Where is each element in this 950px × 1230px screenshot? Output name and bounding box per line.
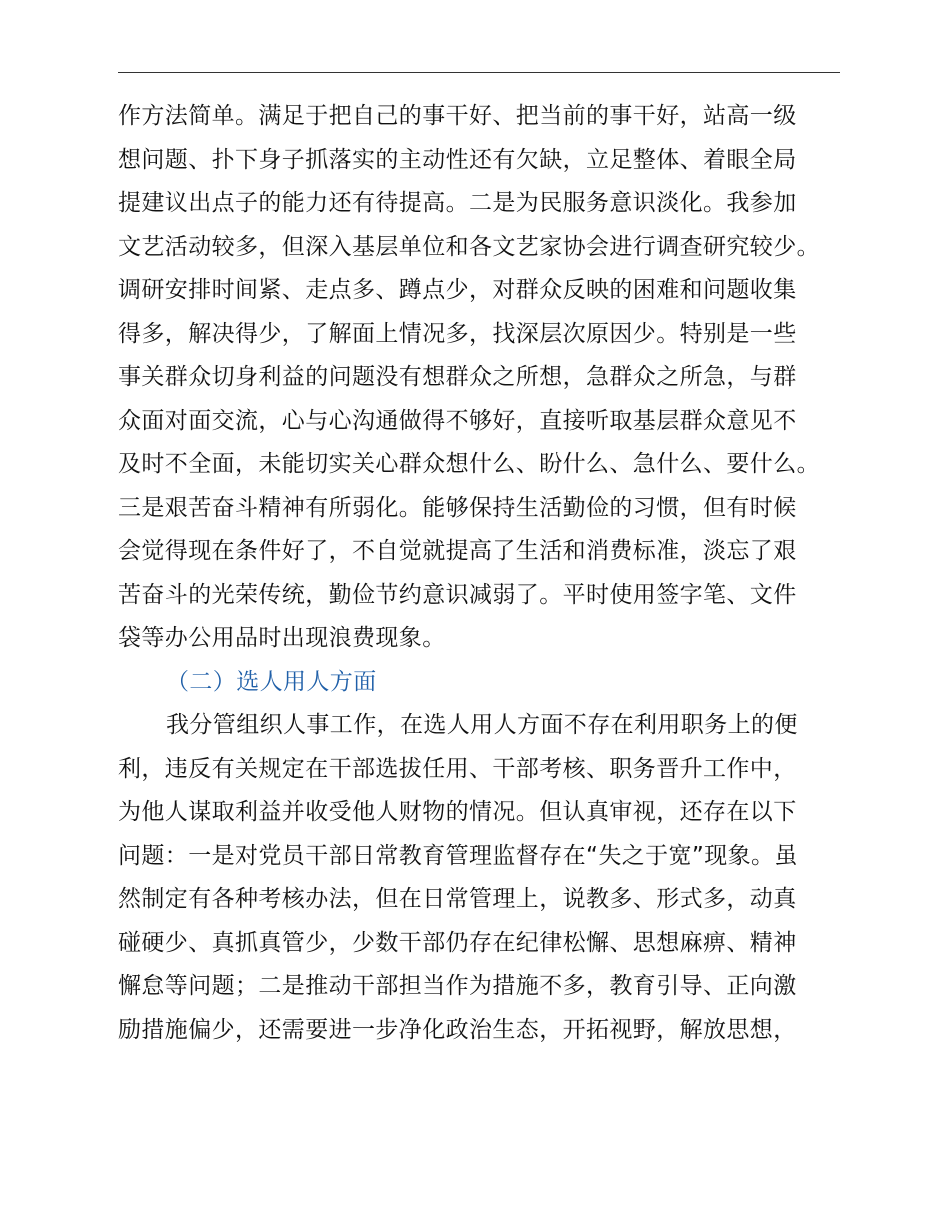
- text-line: 问题：一是对党员干部日常教育管理监督存在“失之于宽”现象。虽: [118, 842, 798, 869]
- section-heading: （二）选人用人方面: [166, 668, 377, 695]
- text-line: 众面对面交流，心与心沟通做得不够好，直接听取基层群众意见不: [118, 407, 797, 434]
- text-line: 提建议出点子的能力还有待提高。二是为民服务意识淡化。我参加: [118, 190, 797, 216]
- paragraph-1: [118, 95, 858, 661]
- text-line: 会觉得现在条件好了，不自觉就提高了生活和消费标准，淡忘了艰: [118, 538, 797, 564]
- text-line: 想问题、扑下身子抓落实的主动性还有欠缺，立足整体、着眼全局: [118, 146, 797, 173]
- text-line: 碰硬少、真抓真管少，少数干部仍存在纪律松懈、思想麻痹、精神: [118, 929, 797, 956]
- text-line: 调研安排时间紧、走点多、蹲点少，对群众反映的困难和问题收集: [118, 277, 797, 303]
- text-line: 得多，解决得少，了解面上情况多，找深层次原因少。特别是一些: [118, 320, 797, 347]
- text-line: 作方法简单。满足于把自己的事干好、把当前的事干好，站高一级: [118, 103, 797, 129]
- text-line: 懈怠等问题；二是推动干部担当作为措施不多，教育引导、正向激: [118, 973, 797, 999]
- text-line: 文艺活动较多，但深入基层单位和各文艺家协会进行调查研究较少。: [118, 233, 820, 260]
- text-line: 利，违反有关规定在干部选拔任用、干部考核、职务晋升工作中，: [118, 755, 797, 782]
- text-line: 事关群众切身利益的问题没有想群众之所想，急群众之所急，与群: [118, 364, 797, 390]
- header-rule: [118, 72, 840, 73]
- text-line: 然制定有各种考核办法，但在日常管理上，说教多、形式多，动真: [118, 886, 797, 912]
- text-line: 我分管组织人事工作，在选人用人方面不存在利用职务上的便: [166, 712, 798, 738]
- paragraph-2: [118, 704, 858, 1052]
- text-line: 袋等办公用品时出现浪费现象。: [118, 625, 446, 651]
- text-line: 三是艰苦奋斗精神有所弱化。能够保持生活勤俭的习惯，但有时候: [118, 494, 797, 521]
- document-body: [118, 95, 858, 1052]
- text-line: 苦奋斗的光荣传统，勤俭节约意识减弱了。平时使用签字笔、文件: [118, 581, 797, 608]
- text-line: 及时不全面，未能切实关心群众想什么、盼什么、急什么、要什么。: [118, 451, 820, 477]
- text-line: 励措施偏少，还需要进一步净化政治生态，开拓视野，解放思想，: [118, 1016, 797, 1043]
- text-line: 为他人谋取利益并收受他人财物的情况。但认真审视，还存在以下: [118, 799, 797, 825]
